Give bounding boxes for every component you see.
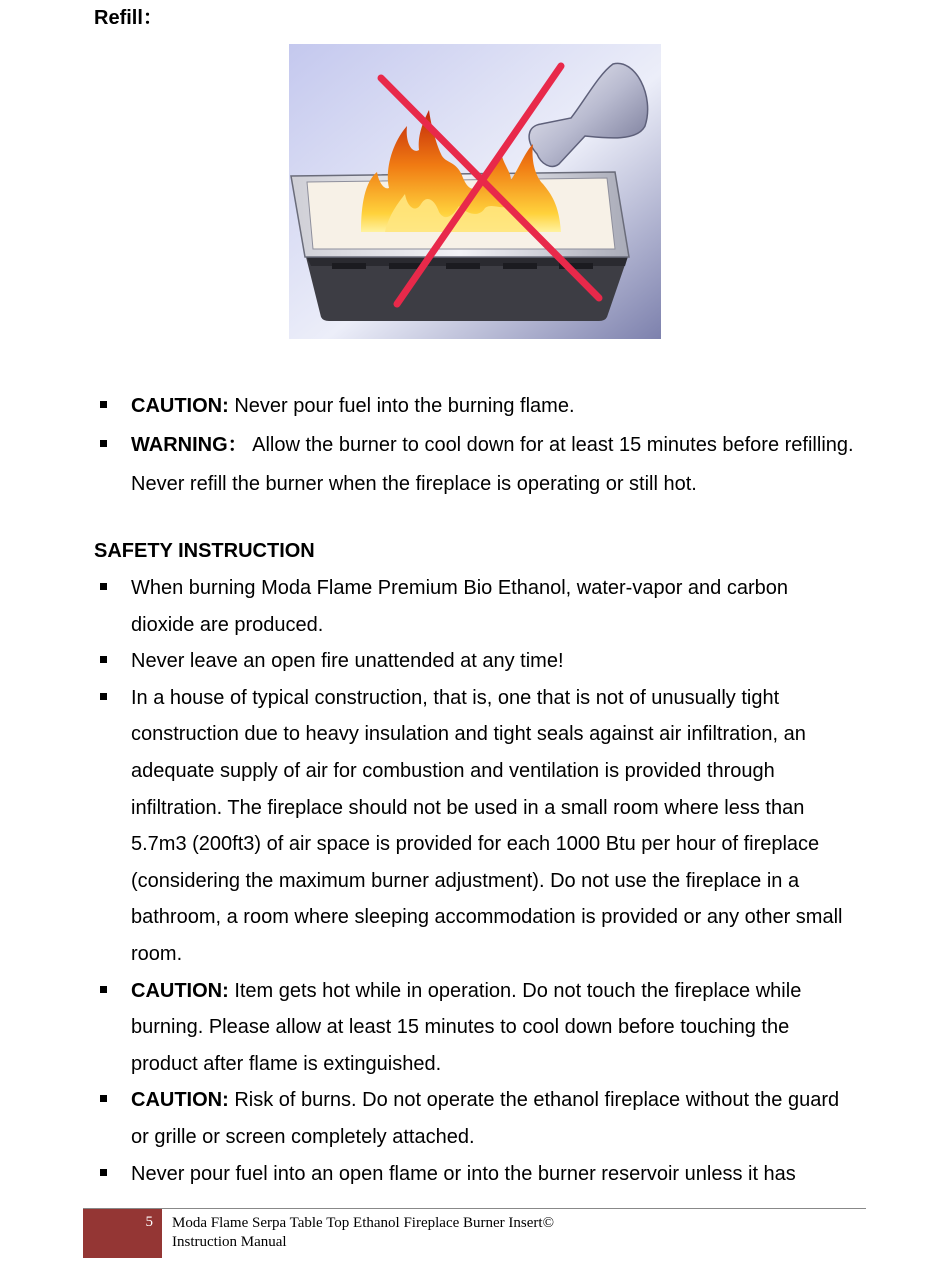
list-item-body: In a house of typical construction, that is, one that is not of unusually tight construction due to heavy insulation and tight seals against air infiltration, an adequate supply of air for combustion and ventilation is provided through infiltration. The fireplace should not be used in a small room where less than 5.7m3 (200ft3) of air space is provided for each 1000 Btu per hour of fireplace (considering the maximum burner adjustment). Do not use the fireplace in a bathroom, a room where sleeping accommodation is provided or any other small room. [131, 686, 843, 965]
bullet-icon [100, 1169, 107, 1176]
list-item [94, 680, 854, 973]
bullet-icon [100, 440, 107, 447]
list-item [94, 643, 854, 680]
footer-title-line1: Moda Flame Serpa Table Top Ethanol Fireplace Burner Insert© [172, 1215, 554, 1231]
list-item-body: Never pour fuel into the burning flame. [228, 395, 575, 417]
list-item-body: Item gets hot while in operation. Do not touch the fireplace while burning. Please allow at least 15 minutes to cool down before touching the product after flame is extinguished. [131, 979, 802, 1075]
list-item-text [131, 680, 854, 973]
bullet-icon [100, 401, 107, 408]
list-item-body: Risk of burns. Do not operate the ethanol fireplace without the guard or grille or screen completely attached. [131, 1089, 840, 1148]
refill-notes-list [94, 387, 854, 504]
list-item-body: Allow the burner to cool down for at least 15 minutes before refilling. Never refill the burner when the fireplace is operating or still hot. [131, 434, 854, 495]
list-item [94, 426, 854, 504]
bullet-icon [100, 583, 107, 590]
footer-title [172, 1214, 554, 1252]
no-refill-while-burning-icon [289, 44, 661, 339]
list-item [94, 1082, 854, 1155]
safety-instruction-heading: SAFETY INSTRUCTION [94, 540, 315, 562]
list-item-text [131, 570, 854, 643]
warning-label: WARNING： [131, 434, 248, 456]
list-item-text [131, 1082, 854, 1155]
list-item [94, 570, 854, 643]
bullet-icon [100, 986, 107, 993]
bullet-icon [100, 656, 107, 663]
footer-divider [83, 1208, 866, 1209]
list-item-text [131, 973, 854, 1083]
list-item-text [131, 643, 854, 680]
list-item-body: Never pour fuel into an open flame or into the burner reservoir unless it has [131, 1162, 796, 1185]
caution-label: CAUTION: [131, 1089, 229, 1112]
list-item [94, 973, 854, 1083]
list-item-text [131, 426, 854, 504]
caution-label: CAUTION: [131, 395, 229, 417]
bullet-icon [100, 1095, 107, 1102]
list-item-body: Never leave an open fire unattended at any time! [131, 650, 564, 673]
list-item-text [131, 387, 854, 426]
list-item-body: When burning Moda Flame Premium Bio Ethanol, water-vapor and carbon dioxide are produced. [131, 577, 788, 636]
refill-heading: Refill： [94, 7, 163, 29]
footer-title-line2: Instruction Manual [172, 1234, 287, 1250]
list-item [94, 1156, 854, 1193]
safety-instructions-list [94, 570, 854, 1192]
list-item-text [131, 1156, 854, 1193]
page-number: 5 [145, 1214, 153, 1230]
list-item [94, 387, 854, 426]
no-refill-while-burning-illustration [289, 44, 661, 339]
caution-label: CAUTION: [131, 979, 229, 1002]
bullet-icon [100, 693, 107, 700]
